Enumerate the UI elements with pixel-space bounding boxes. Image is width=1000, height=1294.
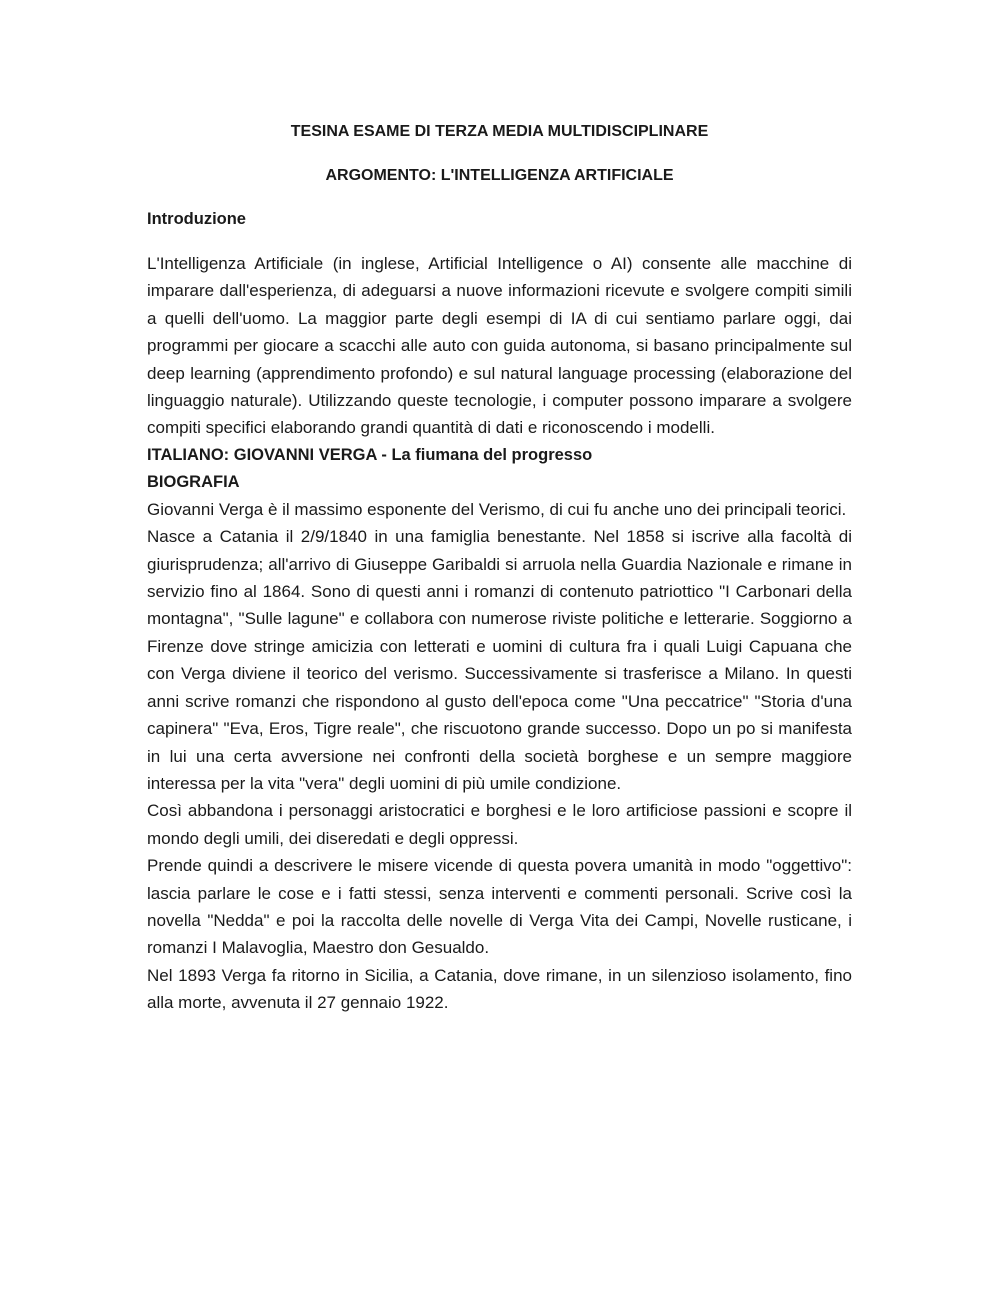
bio-paragraph: Così abbandona i personaggi aristocratici e borghesi e le loro artificiose passioni e scopre il mondo degli umili, dei diseredati e degli oppressi. xyxy=(147,801,852,848)
intro-heading: Introduzione xyxy=(147,210,246,228)
document-page xyxy=(147,118,852,1017)
bio-paragraph: Nel 1893 Verga fa ritorno in Sicilia, a Catania, dove rimane, in un silenzioso isolamento, fino alla morte, avvenuta il 27 gennaio 1922. xyxy=(147,965,852,1013)
document-subtitle: ARGOMENTO: L'INTELLIGENZA ARTIFICIALE xyxy=(325,167,674,184)
section-title: ITALIANO: GIOVANNI VERGA - La fiumana del progresso xyxy=(147,445,593,464)
document-title: TESINA ESAME DI TERZA MEDIA MULTIDISCIPLINARE xyxy=(290,123,709,140)
section-subheading: BIOGRAFIA xyxy=(147,472,240,491)
intro-paragraph: L'Intelligenza Artificiale (in inglese, Artificial Intelligence o AI) consente alle macchine di imparare dall'esperienza, di adeguarsi a nuove informazioni ricevute e svolgere compiti simili a quelli dell'uomo. La maggior parte degli esempi di IA di cui sentiamo parlare oggi, dai programmi per giocare a scacchi alle auto con guida autonoma, si basano principalmente sul deep learning (apprendimento profondo) e sul natural language processing (elaborazione del linguaggio naturale). Utilizzando queste tecnologie, i computer possono imparare a svolgere compiti specifici elaborando grandi quantità di dati e riconoscendo i modelli. xyxy=(147,254,852,438)
bio-paragraph: Giovanni Verga è il massimo esponente del Verismo, di cui fu anche uno dei principali teorici. xyxy=(147,499,847,519)
bio-paragraph: Nasce a Catania il 2/9/1840 in una famiglia benestante. Nel 1858 si iscrive alla facoltà di giurisprudenza; all'arrivo di Giuseppe Garibaldi si arruola nella Guardia Nazionale e rimane in servizio fino al 1864. Sono di questi anni i romanzi di contenuto patriottico "I Carbonari della montagna", "Sulle lagune" e collabora con numerose riviste politiche e letterarie. Soggiorno a Firenze dove stringe amicizia con letterati e uomini di cultura fra i quali Luigi Capuana che con Verga diviene il teorico del verismo. Successivamente si trasferisce a Milano. In questi anni scrive romanzi che rispondono al gusto dell'epoca come "Una peccatrice" "Storia d'una capinera" "Eva, Eros, Tigre reale", che riscuotono grande successo. Dopo un po si manifesta in lui una certa avversione nei confronti della società borghese e un sempre maggiore interessa per la vita "vera" degli uomini di più umile condizione. xyxy=(147,527,852,793)
bio-paragraph: Prende quindi a descrivere le misere vicende di questa povera umanità in modo "oggettivo": lascia parlare le cose e i fatti stessi, senza interventi e commenti personali. Scrive così la novella "Nedda" e poi la raccolta delle novelle di Verga Vita dei Campi, Novelle rusticane, i romanzi I Malavoglia, Maestro don Gesualdo. xyxy=(147,856,852,958)
